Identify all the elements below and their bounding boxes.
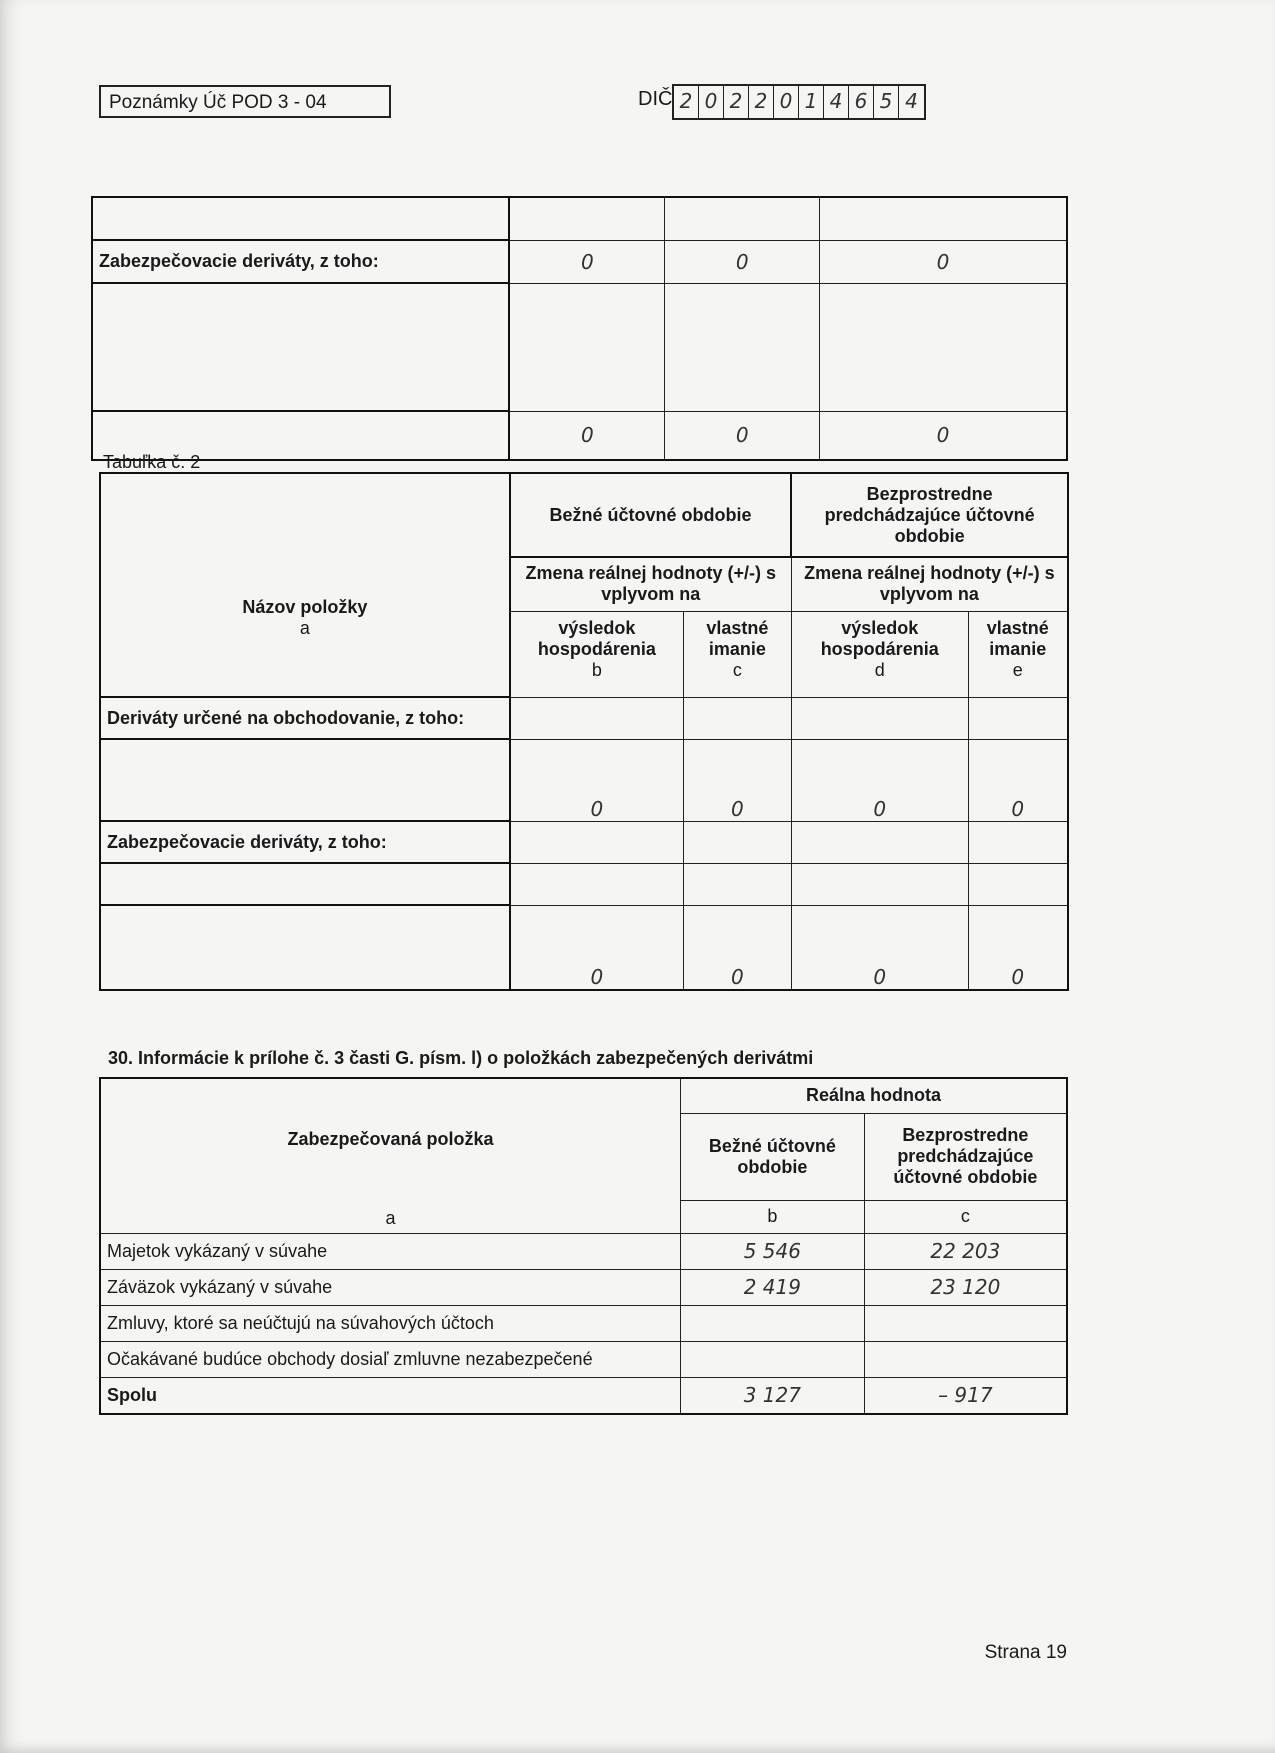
cell-value: 0	[509, 240, 665, 283]
sub-result-current	[510, 611, 684, 697]
cell-value: – 917	[864, 1377, 1067, 1414]
cell-value: 0	[791, 739, 968, 821]
cell-value: 22 203	[864, 1233, 1067, 1269]
cell-value: 0	[684, 905, 792, 990]
form-title: Poznámky Úč POD 3 - 04	[99, 85, 391, 118]
sub-result-text: výsledok hospodárenia	[820, 617, 939, 659]
col-letter: e	[1012, 659, 1023, 680]
col-letter: a	[299, 618, 310, 638]
sub-result-previous	[791, 611, 968, 697]
cell-value	[864, 1305, 1067, 1341]
hedging-derivatives-label: Zabezpečovacie deriváty, z toho:	[92, 240, 509, 283]
trading-derivatives-label: Deriváty určené na obchodovanie, z toho:	[100, 697, 510, 739]
row-label-contracts: Zmluvy, ktoré sa neúčtujú na súvahových účtoch	[100, 1305, 681, 1341]
col-current-header: Bežné účtovné obdobie	[681, 1113, 865, 1200]
col-letter: a	[385, 1208, 396, 1228]
col-item-text: Zabezpečovaná položka	[287, 1129, 494, 1149]
col-fair-value-header: Reálna hodnota	[681, 1078, 1067, 1113]
cell-value: 0	[820, 240, 1067, 283]
row-label-assets: Majetok vykázaný v súvahe	[100, 1233, 681, 1269]
col-letter: c	[732, 659, 742, 680]
sub-equity-previous	[968, 611, 1068, 697]
dic-digit: 4	[905, 89, 918, 113]
col-letter: b	[681, 1200, 865, 1233]
cell-value: 3 127	[681, 1377, 865, 1414]
cell-value: 0	[791, 905, 968, 990]
row-label-total: Spolu	[100, 1377, 681, 1414]
change-previous-header: Zmena reálnej hodnoty (+/-) s vplyvom na	[791, 557, 1068, 611]
col-previous-header: Bezprostredne predchádzajúce účtovné obdobie	[864, 1113, 1067, 1200]
dic-digit: 2	[674, 86, 699, 118]
dic-digit: 0	[774, 86, 799, 118]
dic-digit-boxes	[672, 84, 926, 120]
col-name-text: Názov položky	[242, 597, 368, 617]
col-item-header	[100, 1078, 681, 1233]
dic-digit: 2	[749, 86, 774, 118]
cell-value: 0	[665, 411, 820, 460]
col-letter: c	[864, 1200, 1067, 1233]
cell-value: 0	[968, 739, 1068, 821]
cell-value: 0	[684, 739, 792, 821]
col-letter: d	[874, 659, 885, 680]
cell-value: 2 419	[681, 1269, 865, 1305]
col-letter: b	[591, 659, 602, 680]
cell-value	[681, 1341, 865, 1377]
dic-digit: 1	[799, 86, 824, 118]
cell-value	[864, 1341, 1067, 1377]
table-2	[99, 472, 1069, 991]
change-current-header: Zmena reálnej hodnoty (+/-) s vplyvom na	[510, 557, 792, 611]
cell-value: 0	[510, 739, 684, 821]
table-2-caption: Tabuľka č. 2	[103, 452, 201, 472]
dic-digit: 6	[849, 86, 874, 118]
cell-value: 0	[665, 240, 820, 283]
dic-label: DIČ	[638, 88, 673, 110]
cell-value: 0	[968, 905, 1068, 990]
sub-result-text: výsledok hospodárenia	[537, 617, 656, 659]
sub-equity-text: vlastné imanie	[986, 617, 1049, 659]
table-30	[99, 1077, 1068, 1415]
cell-value: 5 546	[681, 1233, 865, 1269]
sub-equity-text: vlastné imanie	[706, 617, 769, 659]
cell-value: 0	[820, 411, 1067, 460]
sub-equity-current	[684, 611, 792, 697]
cell-value: 23 120	[864, 1269, 1067, 1305]
hedging-derivatives-label: Zabezpečovacie deriváty, z toho:	[100, 821, 510, 863]
dic-digit: 0	[699, 86, 724, 118]
cell-value: 0	[510, 905, 684, 990]
dic-digit: 5	[874, 86, 899, 118]
row-label-liabilities: Záväzok vykázaný v súvahe	[100, 1269, 681, 1305]
col-current-header: Bežné účtovné obdobie	[510, 473, 792, 557]
cell-value: 0	[509, 411, 665, 460]
cell-value	[681, 1305, 865, 1341]
section-30-title: 30. Informácie k prílohe č. 3 časti G. písm. l) o položkách zabezpečených derivátmi	[108, 1048, 814, 1068]
table-1	[91, 196, 1068, 461]
row-label-expected-trades: Očakávané budúce obchody dosiaľ zmluvne nezabezpečené	[100, 1341, 681, 1377]
col-name-header	[100, 473, 510, 697]
page-number: Strana 19	[984, 1642, 1067, 1663]
dic-digit: 2	[724, 86, 749, 118]
dic-digit: 4	[824, 86, 849, 118]
col-previous-header: Bezprostredne predchádzajúce účtovné obdobie	[791, 473, 1068, 557]
